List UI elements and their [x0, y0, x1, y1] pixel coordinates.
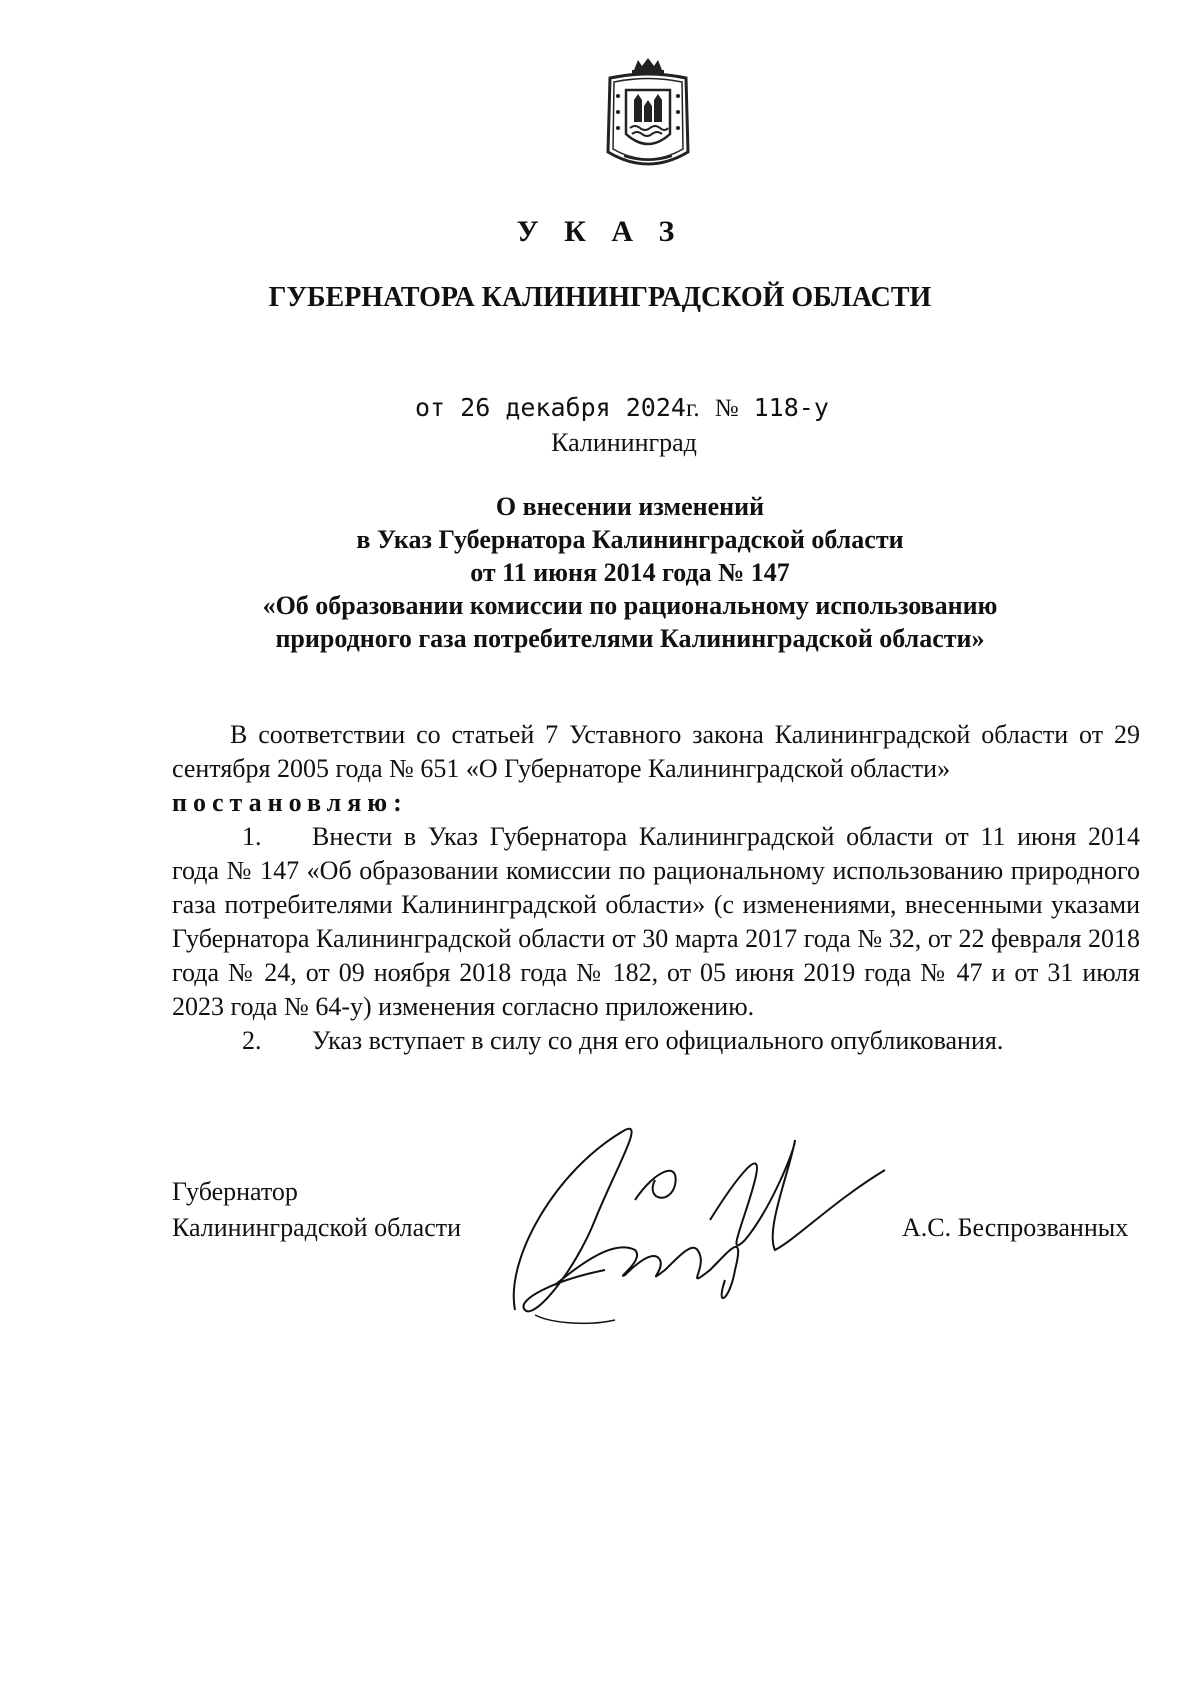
signer-name: А.С. Беспрозванных: [902, 1213, 1129, 1242]
coat-of-arms-icon: [604, 56, 692, 174]
item-text: Внести в Указ Губернатора Калининградской области от 11 июня 2014 года № 147 «Об образовании комиссии по рациональному использованию природного газа потребителями Калининградской области» (с изменениями, внесенными указами Губернатора Калининградской области от 30 марта 2017 года № 32, от 22 февраля 2018 года № 24, от 09 ноября 2018 года № 182, от 05 июня 2019 года № 47 и от 31 июля 2023 года № 64-у) изменения согласно приложению.: [172, 822, 1140, 1021]
title-line: О внесении изменений: [495, 492, 765, 521]
document-type-title: У К А З: [516, 215, 684, 248]
city: Калининград: [551, 428, 697, 457]
title-line: природного газа потребителями Калининградской области»: [275, 624, 985, 653]
preamble: В соответствии со статьей 7 Уставного закона Калининградской области от 29 сентября 2005 года № 651 «О Губернаторе Калининградской области»: [172, 720, 1140, 783]
title-line: «Об образовании комиссии по рациональному использованию: [262, 591, 998, 620]
date-value: 26 декабря 2024: [460, 393, 686, 422]
position-line: Губернатор: [172, 1177, 298, 1206]
number-sign: №: [714, 395, 739, 422]
position-line: Калининградской области: [172, 1213, 462, 1242]
document-body: [172, 718, 1140, 1058]
issuer-title: ГУБЕРНАТОРА КАЛИНИНГРАДСКОЙ ОБЛАСТИ: [268, 282, 932, 313]
date-prefix: от: [415, 393, 446, 422]
title-line: от 11 июня 2014 года № 147: [470, 558, 790, 587]
handwritten-signature-icon: [495, 1110, 895, 1330]
number-value: 118-у: [753, 393, 829, 422]
item-number: 1.: [242, 822, 262, 851]
date-suffix: г.: [685, 395, 700, 422]
list-item: [172, 1024, 1140, 1058]
signer-position: [172, 1174, 461, 1246]
decree-word: постановляю:: [172, 788, 408, 817]
list-item: [172, 820, 1140, 1024]
date-number-line: [415, 391, 829, 426]
item-number: 2.: [242, 1026, 262, 1055]
document-title: [150, 490, 1110, 655]
title-line: в Указ Губернатора Калининградской области: [356, 525, 904, 554]
item-text: Указ вступает в силу со дня его официального опубликования.: [312, 1026, 1004, 1055]
